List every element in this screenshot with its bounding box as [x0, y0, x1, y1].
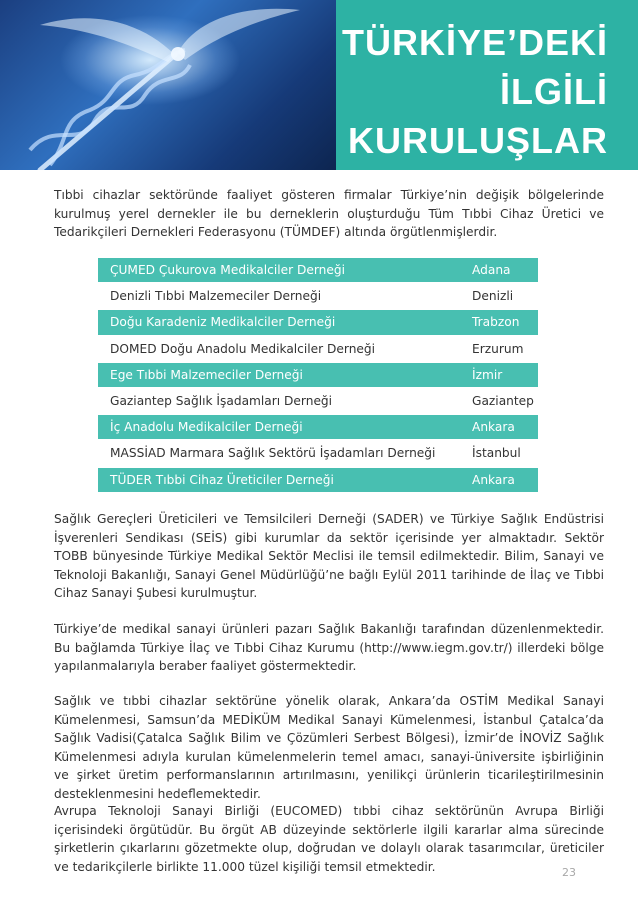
- table-row: [98, 258, 538, 282]
- table-row: [98, 468, 538, 492]
- organization-city: Adana: [472, 263, 511, 278]
- table-row: [98, 389, 538, 413]
- organization-name: ÇUMED Çukurova Medikalciler Derneği: [110, 263, 346, 278]
- page-title-line-2: İLGİLİ: [500, 71, 608, 112]
- organization-name: DOMED Doğu Anadolu Medikalciler Derneği: [110, 341, 376, 356]
- organization-name: Ege Tıbbi Malzemeciler Derneği: [110, 367, 303, 382]
- organization-city: Erzurum: [472, 341, 524, 356]
- body-paragraph-sader: Sağlık Gereçleri Üreticileri ve Temsilcileri Derneği (SADER) ve Türkiye Sağlık Endüstrisi İşverenleri Sendikası (SEİS) gibi kurumlar da sektör içerisinde yer almaktadır. Sektör TOBB bünyesinde Türkiye Medikal Sektör Meclisi ile temsil edilmektedir. Bilim, Sanayi ve Teknoloji Bakanlığı, Sanayi Genel Müdürlüğü’ne bağlı Eylül 2011 tarihinde de İlaç ve Tıbbi Cihaz Sanayi Şubesi kurulmuştur.: [54, 512, 604, 601]
- organization-name: Gaziantep Sağlık İşadamları Derneği: [110, 394, 333, 409]
- table-row: [98, 415, 538, 439]
- organization-name: İç Anadolu Medikalciler Derneği: [110, 420, 303, 435]
- caduceus-icon: [0, 0, 336, 170]
- page-header: [0, 0, 638, 170]
- organizations-table: [98, 258, 538, 494]
- body-paragraph-clusters: Sağlık ve tıbbi cihazlar sektörüne yönelik olarak, Ankara’da OSTİM Medikal Sanayi Kümelenmesi, Samsun’da MEDİKÜM Medikal Sanayi Kümelenmesi, İstanbul Çatalca’da Sağlık Vadisi(Çatalca Sağlık Bilim ve Çözümleri Serbest Bölgesi), İzmir’de İNOVİZ Sağlık Kümelenmesi adıyla kurulan kümelenmelerin temel amacı, sanayi-üniversite işbirliğinin ve şirket üretim performanslarının artırılmasını, yenilikçi ürünlerin ticarileştirilmesinin desteklenmesini hedeflemektedir.: [54, 694, 604, 801]
- organization-city: Trabzon: [472, 315, 520, 330]
- organization-name: TÜDER Tıbbi Cihaz Üreticiler Derneği: [110, 472, 334, 487]
- page-title-line-1: TÜRKİYE’DEKİ: [341, 22, 608, 63]
- page-title-line-3: KURULUŞLAR: [348, 120, 608, 161]
- page-number: 23: [562, 866, 576, 879]
- organization-city: İstanbul: [472, 446, 521, 461]
- organization-name: Doğu Karadeniz Medikalciler Derneği: [110, 315, 336, 330]
- organization-city: Gaziantep: [472, 394, 534, 409]
- table-row: [98, 337, 538, 361]
- intro-paragraph: Tıbbi cihazlar sektöründe faaliyet gösteren firmalar Türkiye’nin değişik bölgelerinde kurulmuş yerel dernekler ile bu derneklerin oluşturduğu Tüm Tıbbi Cihaz Üretici ve Tedarikçileri Dernekleri Federasyonu (TÜMDEF) altında örgütlenmişlerdir.: [54, 188, 604, 240]
- body-paragraph-eucomed: Avrupa Teknoloji Sanayi Birliği (EUCOMED) tıbbi cihaz sektörünün Avrupa Birliği içerisindeki örgütüdür. Bu örgüt AB düzeyinde sektörlerle ilgili kararlar alma sürecinde şirketlerin çıkarlarını gözetmekte olup, doğrudan ve dolaylı olarak tasarımcılar, üreticiler ve tedarikçilerle birlikte 11.000 tüzel kişiliği temsil etmektedir.: [54, 804, 604, 874]
- table-row: [98, 284, 538, 308]
- title-panel: [336, 0, 638, 170]
- caduceus-hero-image: [0, 0, 336, 170]
- organization-name: Denizli Tıbbi Malzemeciler Derneği: [110, 289, 322, 304]
- organization-city: Ankara: [472, 472, 515, 487]
- organization-city: İzmir: [472, 367, 503, 382]
- organization-city: Denizli: [472, 289, 514, 304]
- table-row: [98, 363, 538, 387]
- table-row: [98, 310, 538, 334]
- body-paragraph-market: Türkiye’de medikal sanayi ürünleri pazarı Sağlık Bakanlığı tarafından düzenlenmektedir. Bu bağlamda Türkiye İlaç ve Tıbbi Cihaz Kurumu (http://www.iegm.gov.tr/) illerdeki bölge yapılanmalarıyla beraber faaliyet göstermektedir.: [54, 622, 604, 674]
- organization-name: MASSİAD Marmara Sağlık Sektörü İşadamları Derneği: [110, 446, 436, 461]
- table-row: [98, 441, 538, 465]
- organization-city: Ankara: [472, 420, 515, 435]
